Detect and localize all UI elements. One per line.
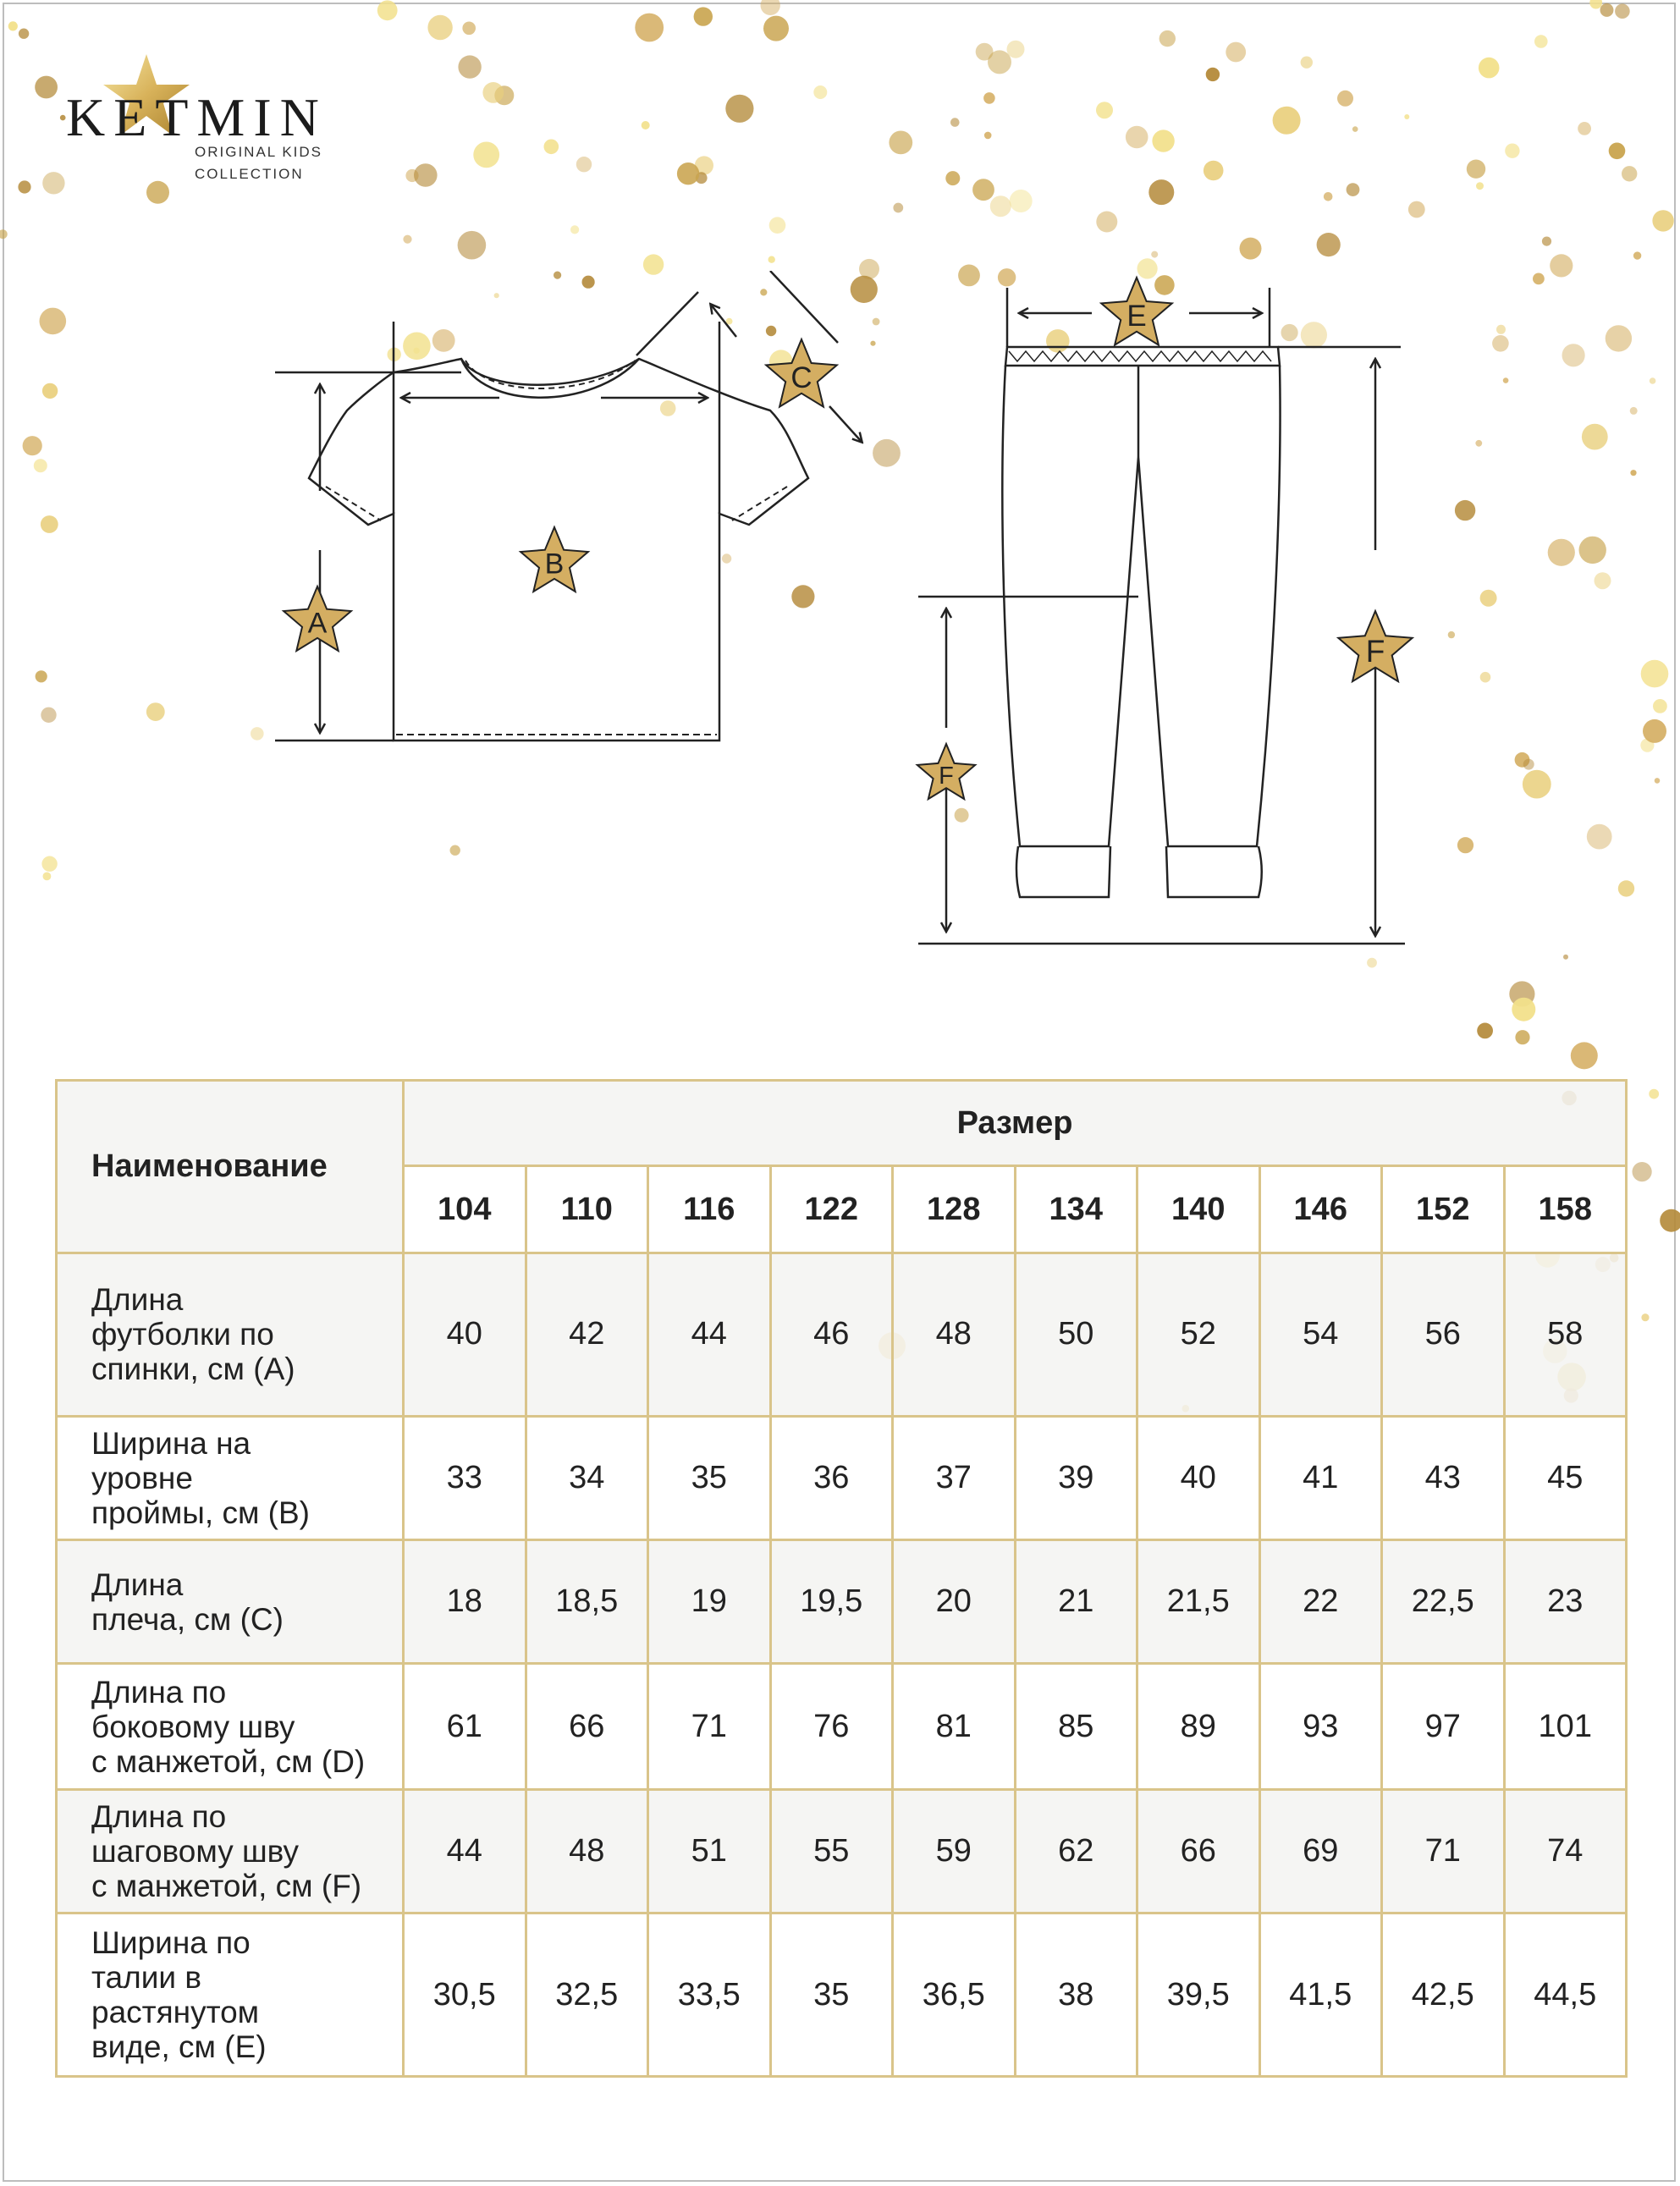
table-cell: 41: [1259, 1416, 1382, 1539]
confetti-dot: [1650, 377, 1656, 384]
table-cell: 18,5: [526, 1540, 648, 1664]
confetti-dot: [41, 708, 56, 723]
confetti-dot: [1548, 539, 1575, 566]
confetti-dot: [23, 436, 42, 455]
confetti-dot: [1477, 1023, 1493, 1039]
confetti-dot: [18, 180, 30, 193]
confetti-dot: [19, 29, 29, 39]
confetti-dot: [1615, 3, 1630, 19]
confetti-dot: [473, 142, 499, 168]
star-letter: C: [790, 361, 812, 395]
confetti-dot: [1571, 1042, 1598, 1069]
confetti-dot: [1641, 1313, 1649, 1321]
star-label-a: [284, 586, 351, 651]
confetti-dot: [1273, 107, 1301, 135]
confetti-dot: [893, 203, 903, 213]
size-column-header: 146: [1259, 1166, 1382, 1253]
confetti-dot: [146, 702, 165, 721]
confetti-dot: [1630, 407, 1638, 415]
row-label-line: Длина: [91, 1567, 184, 1602]
star-letter: F: [939, 762, 954, 790]
row-label: [57, 1416, 404, 1539]
table-row: [57, 1664, 1627, 1789]
size-column-header: 152: [1382, 1166, 1505, 1253]
confetti-dot: [813, 85, 827, 99]
confetti-dot: [1587, 824, 1612, 850]
table-cell: 40: [404, 1253, 526, 1417]
confetti-dot: [1480, 672, 1491, 683]
confetti-dot: [1600, 3, 1614, 17]
confetti-dot: [1475, 440, 1482, 447]
table-cell: 21,5: [1137, 1540, 1260, 1664]
confetti-dot: [1643, 719, 1666, 743]
table-cell: 55: [770, 1789, 893, 1913]
row-label: [57, 1664, 404, 1789]
confetti-dot: [34, 459, 47, 472]
confetti-dot: [1096, 102, 1113, 118]
brand-tagline-2: COLLECTION: [195, 166, 304, 182]
table-cell: 36: [770, 1416, 893, 1539]
table-cell: 22: [1259, 1540, 1382, 1664]
table-row: [57, 1913, 1627, 2077]
confetti-dot: [1563, 955, 1568, 960]
confetti-dot: [1523, 770, 1551, 799]
confetti-dot: [1226, 42, 1246, 63]
table-cell: 50: [1015, 1253, 1137, 1417]
table-cell: 20: [893, 1540, 1016, 1664]
row-label-line: с манжетой, см (D): [91, 1743, 366, 1779]
table-cell: 69: [1259, 1789, 1382, 1913]
confetti-dot: [642, 121, 650, 129]
table-cell: 59: [893, 1789, 1016, 1913]
table-cell: 35: [770, 1913, 893, 2077]
table-cell: 22,5: [1382, 1540, 1505, 1664]
brand-tagline-1: ORIGINAL KIDS: [195, 144, 323, 160]
confetti-dot: [35, 76, 58, 99]
confetti-dot: [1618, 880, 1634, 896]
table-cell: 93: [1259, 1664, 1382, 1789]
row-label-line: футболки по: [91, 1317, 274, 1352]
row-label-line: спинки, см (A): [91, 1352, 295, 1387]
table-cell: 18: [404, 1540, 526, 1664]
confetti-dot: [458, 231, 487, 260]
table-cell: 89: [1137, 1664, 1260, 1789]
confetti-dot: [1480, 590, 1497, 607]
confetti-dot: [544, 140, 559, 155]
measurement-arrows-pants: [946, 313, 1375, 935]
confetti-dot: [1010, 190, 1033, 212]
confetti-dot: [377, 0, 398, 20]
row-label: [57, 1913, 404, 2077]
confetti-dot: [43, 873, 52, 881]
table-cell: 21: [1015, 1540, 1137, 1664]
table-cell: 61: [404, 1664, 526, 1789]
confetti-dot: [1589, 0, 1602, 9]
row-label-line: Ширина на: [91, 1425, 251, 1461]
confetti-dot: [1562, 344, 1585, 366]
confetti-dot: [984, 132, 992, 140]
size-column-header: 116: [648, 1166, 771, 1253]
row-label-line: шаговому шву: [91, 1834, 299, 1869]
size-column-header: 140: [1137, 1166, 1260, 1253]
confetti-dot: [41, 515, 58, 533]
row-label-line: Длина по: [91, 1674, 227, 1710]
confetti-dot: [0, 229, 8, 239]
confetti-dot: [1317, 233, 1341, 256]
brand-logo: [59, 52, 347, 188]
header-size: Размер: [404, 1081, 1627, 1166]
confetti-dot: [1240, 238, 1262, 260]
confetti-dot: [41, 856, 57, 872]
confetti-dot: [1550, 254, 1573, 277]
confetti-dot: [1159, 30, 1176, 47]
confetti-dot: [1534, 35, 1548, 48]
confetti-dot: [1633, 1162, 1652, 1181]
brand-name: KETMIN: [66, 87, 328, 147]
star-letter: E: [1126, 300, 1147, 333]
table-cell: 42: [526, 1253, 648, 1417]
pants-outline: [1002, 347, 1280, 897]
table-cell: 85: [1015, 1664, 1137, 1789]
table-cell: 41,5: [1259, 1913, 1382, 2077]
confetti-dot: [1476, 182, 1484, 190]
table-cell: 36,5: [893, 1913, 1016, 2077]
confetti-dot: [427, 15, 452, 40]
confetti-dot: [1347, 183, 1360, 196]
confetti-dot: [983, 92, 995, 104]
confetti-dot: [1660, 1209, 1680, 1232]
size-chart-table: [55, 1079, 1628, 2078]
pants-guides: [918, 288, 1405, 944]
confetti-dot: [889, 131, 912, 155]
garment-measurement-diagram: [254, 271, 1439, 965]
table-cell: 37: [893, 1416, 1016, 1539]
table-cell: 38: [1015, 1913, 1137, 2077]
confetti-dot: [1204, 161, 1224, 181]
table-cell: 56: [1382, 1253, 1505, 1417]
confetti-dot: [1206, 68, 1220, 81]
confetti-dot: [42, 383, 58, 399]
row-label-line: Длина: [91, 1282, 184, 1318]
confetti-dot: [1606, 325, 1632, 351]
confetti-dot: [1404, 114, 1409, 119]
row-label-line: виде, см (E): [91, 2029, 267, 2065]
table-cell: 48: [526, 1789, 648, 1913]
confetti-dot: [1622, 166, 1637, 181]
table-cell: 44: [404, 1789, 526, 1913]
row-label: [57, 1789, 404, 1913]
confetti-dot: [1630, 470, 1636, 476]
confetti-dot: [1633, 251, 1641, 259]
star-letter: F: [1365, 633, 1385, 669]
size-column-header: 158: [1504, 1166, 1627, 1253]
table-cell: 52: [1137, 1253, 1260, 1417]
confetti-dot: [694, 7, 713, 25]
confetti-dot: [945, 171, 960, 185]
row-label-line: боковому шву: [91, 1709, 295, 1744]
table-cell: 81: [893, 1664, 1016, 1789]
row-label-line: плеча, см (C): [91, 1601, 284, 1637]
table-cell: 101: [1504, 1664, 1627, 1789]
row-label-line: талии в: [91, 1960, 201, 1996]
table-cell: 54: [1259, 1253, 1382, 1417]
confetti-dot: [1301, 57, 1313, 69]
confetti-dot: [1655, 778, 1661, 784]
confetti-dot: [1579, 537, 1606, 564]
confetti-dot: [1652, 210, 1673, 231]
table-cell: 74: [1504, 1789, 1627, 1913]
table-cell: 58: [1504, 1253, 1627, 1417]
confetti-dot: [1007, 41, 1025, 58]
confetti-dot: [1505, 144, 1519, 158]
confetti-dot: [1152, 129, 1174, 151]
tshirt-guides: [275, 271, 838, 741]
confetti-dot: [1151, 251, 1158, 258]
confetti-dot: [677, 162, 699, 184]
confetti-dot: [40, 308, 67, 335]
table-cell: 43: [1382, 1416, 1505, 1539]
confetti-dot: [1641, 660, 1669, 688]
confetti-dot: [1653, 699, 1667, 713]
star-label-c: [766, 339, 837, 407]
table-row: [57, 1416, 1627, 1539]
confetti-dot: [768, 256, 775, 263]
table-cell: 40: [1137, 1416, 1260, 1539]
confetti-dot: [1324, 192, 1333, 201]
size-column-header: 110: [526, 1166, 648, 1253]
table-cell: 48: [893, 1253, 1016, 1417]
confetti-dot: [462, 22, 476, 36]
table-cell: 19: [648, 1540, 771, 1664]
star-label-b: [521, 527, 588, 592]
table-cell: 44,5: [1504, 1913, 1627, 2077]
confetti-dot: [1448, 631, 1455, 638]
table-row: [57, 1789, 1627, 1913]
star-letter: A: [307, 607, 328, 640]
confetti-dot: [403, 235, 411, 244]
confetti-dot: [8, 21, 18, 30]
table-cell: 51: [648, 1789, 771, 1913]
row-label: [57, 1253, 404, 1417]
measurement-star-labels: [284, 278, 1413, 799]
confetti-dot: [1533, 273, 1545, 285]
header-name: Наименование: [57, 1081, 404, 1253]
table-cell: 32,5: [526, 1913, 648, 2077]
confetti-dot: [1467, 160, 1485, 179]
table-cell: 33: [404, 1416, 526, 1539]
confetti-dot: [972, 179, 994, 201]
confetti-dot: [1126, 126, 1148, 149]
row-label-line: Ширина по: [91, 1925, 251, 1961]
table-cell: 71: [648, 1664, 771, 1789]
confetti-dot: [725, 95, 753, 123]
confetti-dot: [1542, 237, 1551, 246]
table-cell: 39: [1015, 1416, 1137, 1539]
confetti-dot: [1455, 500, 1475, 520]
confetti-dot: [1457, 837, 1473, 853]
confetti-dot: [1582, 424, 1608, 450]
table-cell: 39,5: [1137, 1913, 1260, 2077]
row-label-line: растянутом: [91, 1995, 260, 2030]
table-row: [57, 1253, 1627, 1417]
confetti-dot: [482, 82, 504, 103]
table-row: [57, 1540, 1627, 1664]
table-cell: 66: [1137, 1789, 1260, 1913]
confetti-dot: [414, 163, 438, 187]
confetti-dot: [990, 195, 1011, 217]
confetti-dot: [570, 225, 579, 234]
confetti-dot: [1096, 212, 1117, 233]
confetti-dot: [1408, 201, 1425, 218]
confetti-dot: [1496, 325, 1506, 334]
confetti-dot: [1512, 998, 1535, 1021]
confetti-dot: [950, 118, 960, 127]
size-chart-body: [57, 1253, 1627, 2077]
confetti-dot: [1148, 179, 1174, 205]
size-column-header: 104: [404, 1166, 526, 1253]
size-column-header: 122: [770, 1166, 893, 1253]
confetti-dot: [1479, 58, 1500, 79]
table-cell: 45: [1504, 1416, 1627, 1539]
confetti-dot: [1595, 572, 1611, 589]
table-cell: 44: [648, 1253, 771, 1417]
confetti-dot: [1352, 126, 1358, 132]
table-cell: 33,5: [648, 1913, 771, 2077]
table-cell: 46: [770, 1253, 893, 1417]
confetti-dot: [763, 16, 789, 41]
size-column-header: 134: [1015, 1166, 1137, 1253]
table-cell: 62: [1015, 1789, 1137, 1913]
confetti-dot: [1523, 759, 1534, 770]
row-label-line: уровне: [91, 1460, 193, 1495]
confetti-dot: [1515, 1030, 1529, 1044]
confetti-dot: [1503, 377, 1509, 383]
size-column-header: 128: [893, 1166, 1016, 1253]
table-cell: 23: [1504, 1540, 1627, 1664]
table-cell: 66: [526, 1664, 648, 1789]
table-cell: 97: [1382, 1664, 1505, 1789]
confetti-dot: [769, 217, 786, 234]
table-cell: 71: [1382, 1789, 1505, 1913]
table-cell: 35: [648, 1416, 771, 1539]
table-cell: 30,5: [404, 1913, 526, 2077]
star-letter: B: [544, 548, 565, 581]
confetti-dot: [976, 43, 994, 61]
table-cell: 34: [526, 1416, 648, 1539]
row-label: [57, 1540, 404, 1664]
confetti-dot: [458, 55, 481, 78]
confetti-dot: [1649, 1089, 1659, 1099]
confetti-dot: [1578, 122, 1591, 135]
confetti-dot: [761, 0, 780, 15]
star-label-e: [1101, 278, 1172, 345]
confetti-dot: [1609, 143, 1626, 160]
confetti-dot: [1492, 335, 1509, 352]
table-cell: 19,5: [770, 1540, 893, 1664]
confetti-dot: [635, 14, 664, 42]
row-label-line: Длина по: [91, 1799, 227, 1835]
table-cell: 42,5: [1382, 1913, 1505, 2077]
confetti-dot: [576, 157, 592, 172]
table-cell: 76: [770, 1664, 893, 1789]
row-label-line: проймы, см (B): [91, 1495, 310, 1530]
confetti-dot: [36, 670, 47, 682]
row-label-line: с манжетой, см (F): [91, 1869, 362, 1904]
confetti-dot: [1337, 91, 1353, 107]
